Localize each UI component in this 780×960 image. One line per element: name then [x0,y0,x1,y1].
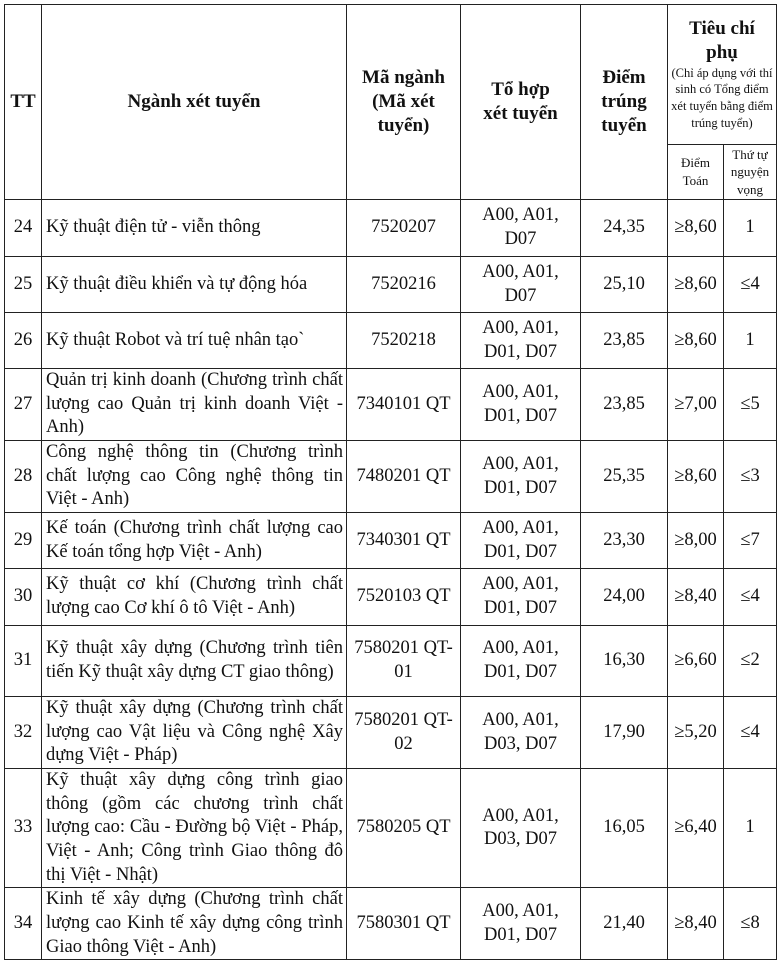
table-row [5,769,777,888]
cell-to-hop: A00, A01, D01, D07 [461,888,581,960]
cell-nganh: Kế toán (Chương trình chất lượng cao Kế toán tổng hợp Việt - Anh) [42,513,347,569]
cell-nv: ≤3 [724,441,777,513]
cell-to-hop: A00, A01, D07 [461,257,581,313]
cell-nganh: Kỹ thuật xây dựng công trình giao thông (gồm các chương trình chất lượng cao: Cầu - Đường bộ Việt - Pháp, Việt - Anh; Công trình Giao thông đô thị Việt - Nhật) [42,769,347,888]
cell-toan: ≥5,20 [668,697,724,769]
cell-nv: ≤4 [724,257,777,313]
cell-nganh: Công nghệ thông tin (Chương trình chất lượng cao Công nghệ thông tin Việt - Anh) [42,441,347,513]
table-row [5,200,777,257]
cell-tt: 28 [5,441,42,513]
header-tt: TT [5,5,42,200]
header-ma-nganh [347,5,461,200]
header-tieu-chi [668,5,777,145]
cell-diem: 23,85 [581,369,668,441]
cell-nganh: Kỹ thuật cơ khí (Chương trình chất lượng cao Cơ khí ô tô Việt - Anh) [42,569,347,626]
header-ma-nganh-line1: Mã ngành [362,67,445,89]
table-row [5,626,777,697]
cell-nganh: Kỹ thuật điều khiển và tự động hóa [42,257,347,313]
cell-ma: 7520207 [347,200,461,257]
header-ma-nganh-line2: (Mã xét tuyển) [372,91,435,136]
cell-to-hop: A00, A01, D01, D07 [461,441,581,513]
cell-nv: ≤2 [724,626,777,697]
table-row [5,369,777,441]
table-row [5,513,777,569]
table-row [5,697,777,769]
cell-diem: 24,00 [581,569,668,626]
cell-to-hop: A00, A01, D01, D07 [461,313,581,369]
admission-score-table [4,4,777,960]
cell-to-hop: A00, A01, D01, D07 [461,569,581,626]
table-row [5,569,777,626]
cell-ma: 7580201 QT-01 [347,626,461,697]
cell-tt: 32 [5,697,42,769]
cell-ma: 7340101 QT [347,369,461,441]
header-tieu-chi-note: (Chỉ áp dụng với thí sinh có Tổng điểm xét tuyển bằng điểm trúng tuyển) [671,65,773,131]
cell-nganh: Kỹ thuật xây dựng (Chương trình chất lượng cao Vật liệu và Công nghệ Xây dựng Việt - Pháp) [42,697,347,769]
cell-tt: 27 [5,369,42,441]
cell-toan: ≥8,60 [668,257,724,313]
cell-tt: 24 [5,200,42,257]
cell-to-hop: A00, A01, D01, D07 [461,513,581,569]
cell-toan: ≥6,60 [668,626,724,697]
cell-diem: 25,35 [581,441,668,513]
cell-nganh: Kỹ thuật điện tử - viễn thông [42,200,347,257]
header-diem: Điểm trúng tuyển [581,5,668,200]
cell-ma: 7520103 QT [347,569,461,626]
table-row [5,888,777,960]
cell-diem: 17,90 [581,697,668,769]
cell-tt: 26 [5,313,42,369]
cell-toan: ≥8,60 [668,200,724,257]
table-row [5,257,777,313]
header-diem-toan: Điểm Toán [668,145,724,200]
cell-ma: 7580201 QT-02 [347,697,461,769]
cell-diem: 21,40 [581,888,668,960]
cell-toan: ≥7,00 [668,369,724,441]
cell-diem: 24,35 [581,200,668,257]
cell-to-hop: A00, A01, D01, D07 [461,626,581,697]
cell-tt: 29 [5,513,42,569]
header-to-hop [461,5,581,200]
cell-nv: ≤8 [724,888,777,960]
cell-tt: 30 [5,569,42,626]
cell-toan: ≥8,60 [668,441,724,513]
cell-diem: 23,85 [581,313,668,369]
cell-to-hop: A00, A01, D01, D07 [461,369,581,441]
table-row [5,441,777,513]
header-thu-tu: Thứ tự nguyện vọng [724,145,777,200]
table-row [5,313,777,369]
cell-tt: 33 [5,769,42,888]
cell-toan: ≥8,60 [668,313,724,369]
cell-nganh: Quản trị kinh doanh (Chương trình chất lượng cao Quản trị kinh doanh Việt - Anh) [42,369,347,441]
header-nganh: Ngành xét tuyển [42,5,347,200]
cell-diem: 25,10 [581,257,668,313]
cell-toan: ≥8,00 [668,513,724,569]
header-to-hop-line2: xét tuyển [483,103,558,124]
cell-ma: 7520218 [347,313,461,369]
cell-nv: 1 [724,769,777,888]
cell-tt: 31 [5,626,42,697]
cell-ma: 7340301 QT [347,513,461,569]
cell-ma: 7480201 QT [347,441,461,513]
cell-diem: 16,05 [581,769,668,888]
cell-nganh: Kỹ thuật xây dựng (Chương trình tiên tiến Kỹ thuật xây dựng CT giao thông) [42,626,347,697]
cell-diem: 16,30 [581,626,668,697]
header-tieu-chi-title: Tiêu chí phụ [689,18,755,63]
cell-tt: 34 [5,888,42,960]
cell-nv: ≤5 [724,369,777,441]
cell-nganh: Kỹ thuật Robot và trí tuệ nhân tạo` [42,313,347,369]
cell-nv: ≤4 [724,569,777,626]
cell-to-hop: A00, A01, D03, D07 [461,769,581,888]
cell-toan: ≥8,40 [668,569,724,626]
cell-nv: ≤4 [724,697,777,769]
cell-nv: ≤7 [724,513,777,569]
cell-ma: 7520216 [347,257,461,313]
cell-nv: 1 [724,200,777,257]
cell-nv: 1 [724,313,777,369]
cell-to-hop: A00, A01, D07 [461,200,581,257]
cell-tt: 25 [5,257,42,313]
cell-to-hop: A00, A01, D03, D07 [461,697,581,769]
cell-ma: 7580301 QT [347,888,461,960]
cell-toan: ≥8,40 [668,888,724,960]
cell-ma: 7580205 QT [347,769,461,888]
cell-toan: ≥6,40 [668,769,724,888]
cell-nganh: Kinh tế xây dựng (Chương trình chất lượng cao Kinh tế xây dựng công trình Giao thông Việt - Anh) [42,888,347,960]
cell-diem: 23,30 [581,513,668,569]
header-to-hop-line1: Tổ hợp [491,79,550,101]
